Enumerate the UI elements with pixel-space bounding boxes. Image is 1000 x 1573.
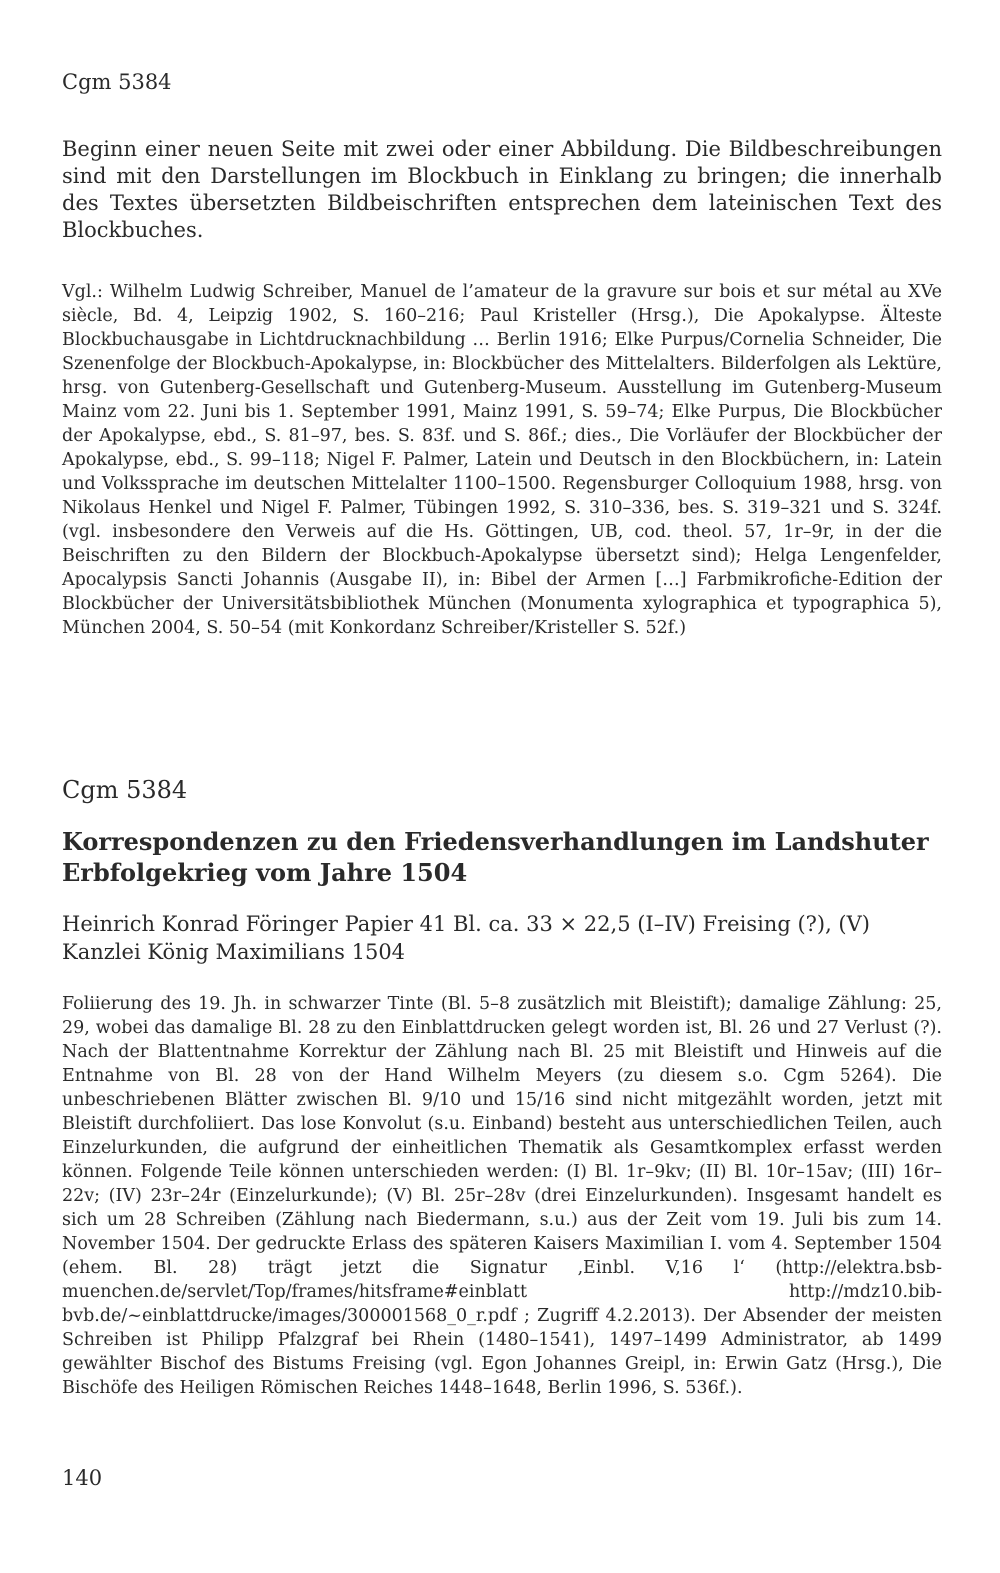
intro-paragraph: Beginn einer neuen Seite mit zwei oder einer Abbildung. Die Bildbeschreibungen sind mit den Darstellungen im Blockbuch in Einklang zu bringen; die innerhalb des Textes übersetzten Bildbeischriften entsprechen dem lateinischen Text des Blockbuches. <box>62 137 942 242</box>
literature-paragraph: Vgl.: Wilhelm Ludwig Schreiber, Manuel de l’amateur de la gravure sur bois et sur métal au XVe siècle, Bd. 4, Leipzig 1902, S. 160–216; Paul Kristeller (Hrsg.), Die Apokalypse. Älteste Blockbuchausgabe in Lichtdrucknachbildung … Berlin 1916; Elke Purpus/Cornelia Schneider, Die Szenenfolge der Blockbuch-Apokalypse, in: Blockbücher des Mittelalters. Bilderfolgen als Lektüre, hrsg. von Gutenberg-Gesellschaft und Gutenberg-Museum. Ausstellung im Gutenberg-Museum Mainz vom 22. Juni bis 1. September 1991, Mainz 1991, S. 59–74; Elke Purpus, Die Blockbücher der Apokalypse, ebd., S. 81–97, bes. S. 83f. und S. 86f.; dies., Die Vorläufer der Blockbücher der Apokalypse, ebd., S. 99–118; Nigel F. Palmer, Latein und Deutsch in den Blockbüchern, in: Latein und Volkssprache im deutschen Mittelalter 1100–1500. Regensburger Colloquium 1988, hrsg. von Nikolaus Henkel und Nigel F. Palmer, Tübingen 1992, S. 310–336, bes. S. 319–321 und S. 324f. (vgl. insbesondere den Verweis auf die Hs. Göttingen, UB, cod. theol. 57, 1r–9r, in der die Beischriften zu den Bildern der Blockbuch-Apokalypse übersetzt sind); Helga Lengenfelder, Apocalypsis Sancti Johannis (Ausgabe II), in: Bibel der Armen […] Farbmikrofiche-Edition der Blockbücher der Universitätsbibliothek München (Monumenta xylographica et typographica 5), München 2004, S. 50–54 (mit Konkordanz Schreiber/Kristeller S. 52f.) <box>62 282 942 638</box>
section-shelfmark: Cgm 5384 <box>62 776 188 804</box>
section-title: Korrespondenzen zu den Friedensverhandlungen im Landshuter Erbfolgekrieg vom Jahre 1504 <box>62 827 929 887</box>
section-meta: Heinrich Konrad Föringer Papier 41 Bl. ca. 33 × 22,5 (I–IV) Freising (?), (V) Kanzlei König Maximilians 1504 <box>62 912 870 964</box>
section-description: Foliierung des 19. Jh. in schwarzer Tinte (Bl. 5–8 zusätzlich mit Bleistift); damalige Zählung: 25, 29, wobei das damalige Bl. 28 zu den Einblattdrucken gelegt worden ist, Bl. 26 und 27 Verlust (?). Nach der Blattentnahme Korrektur der Zählung nach Bl. 25 mit Bleistift und Hinweis auf die Entnahme von Bl. 28 von der Hand Wilhelm Meyers (zu diesem s.o. Cgm 5264). Die unbeschriebenen Blätter zwischen Bl. 9/10 und 15/16 sind nicht mitgezählt worden, jetzt mit Bleistift durchfoliiert. Das lose Konvolut (s.u. Einband) besteht aus unterschiedlichen Teilen, auch Einzelurkunden, die aufgrund der einheitlichen Thematik als Gesamtkomplex erfasst werden können. Folgende Teile können unterschieden werden: (I) Bl. 1r–9kv; (II) Bl. 10r–15av; (III) 16r–22v; (IV) 23r–24r (Einzelurkunde); (V) Bl. 25r–28v (drei Einzelurkunden). Insgesamt handelt es sich um 28 Schreiben (Zählung nach Biedermann, s.u.) aus der Zeit vom 19. Juli bis zum 14. November 1504. Der gedruckte Erlass des späteren Kaisers Maximilian I. vom 4. September 1504 (ehem. Bl. 28) trägt jetzt die Signatur ‚Einbl. V,16 l‘ (http://elektra.bsb-muenchen.de/servlet/Top/frames/hitsframe#einblatt http://mdz10.bib-bvb.de/~einblattdrucke/images/300001568_0_r.pdf ; Zugriff 4.2.2013). Der Absender der meisten Schreiben ist Philipp Pfalzgraf bei Rhein (1480–1541), 1497–1499 Administrator, ab 1499 gewählter Bischof des Bistums Freising (vgl. Egon Johannes Greipl, in: Erwin Gatz (Hrsg.), Die Bischöfe des Heiligen Römischen Reiches 1448–1648, Berlin 1996, S. 536f.). <box>62 994 942 1398</box>
page-number: 140 <box>62 1466 103 1490</box>
running-head: Cgm 5384 <box>62 70 172 94</box>
